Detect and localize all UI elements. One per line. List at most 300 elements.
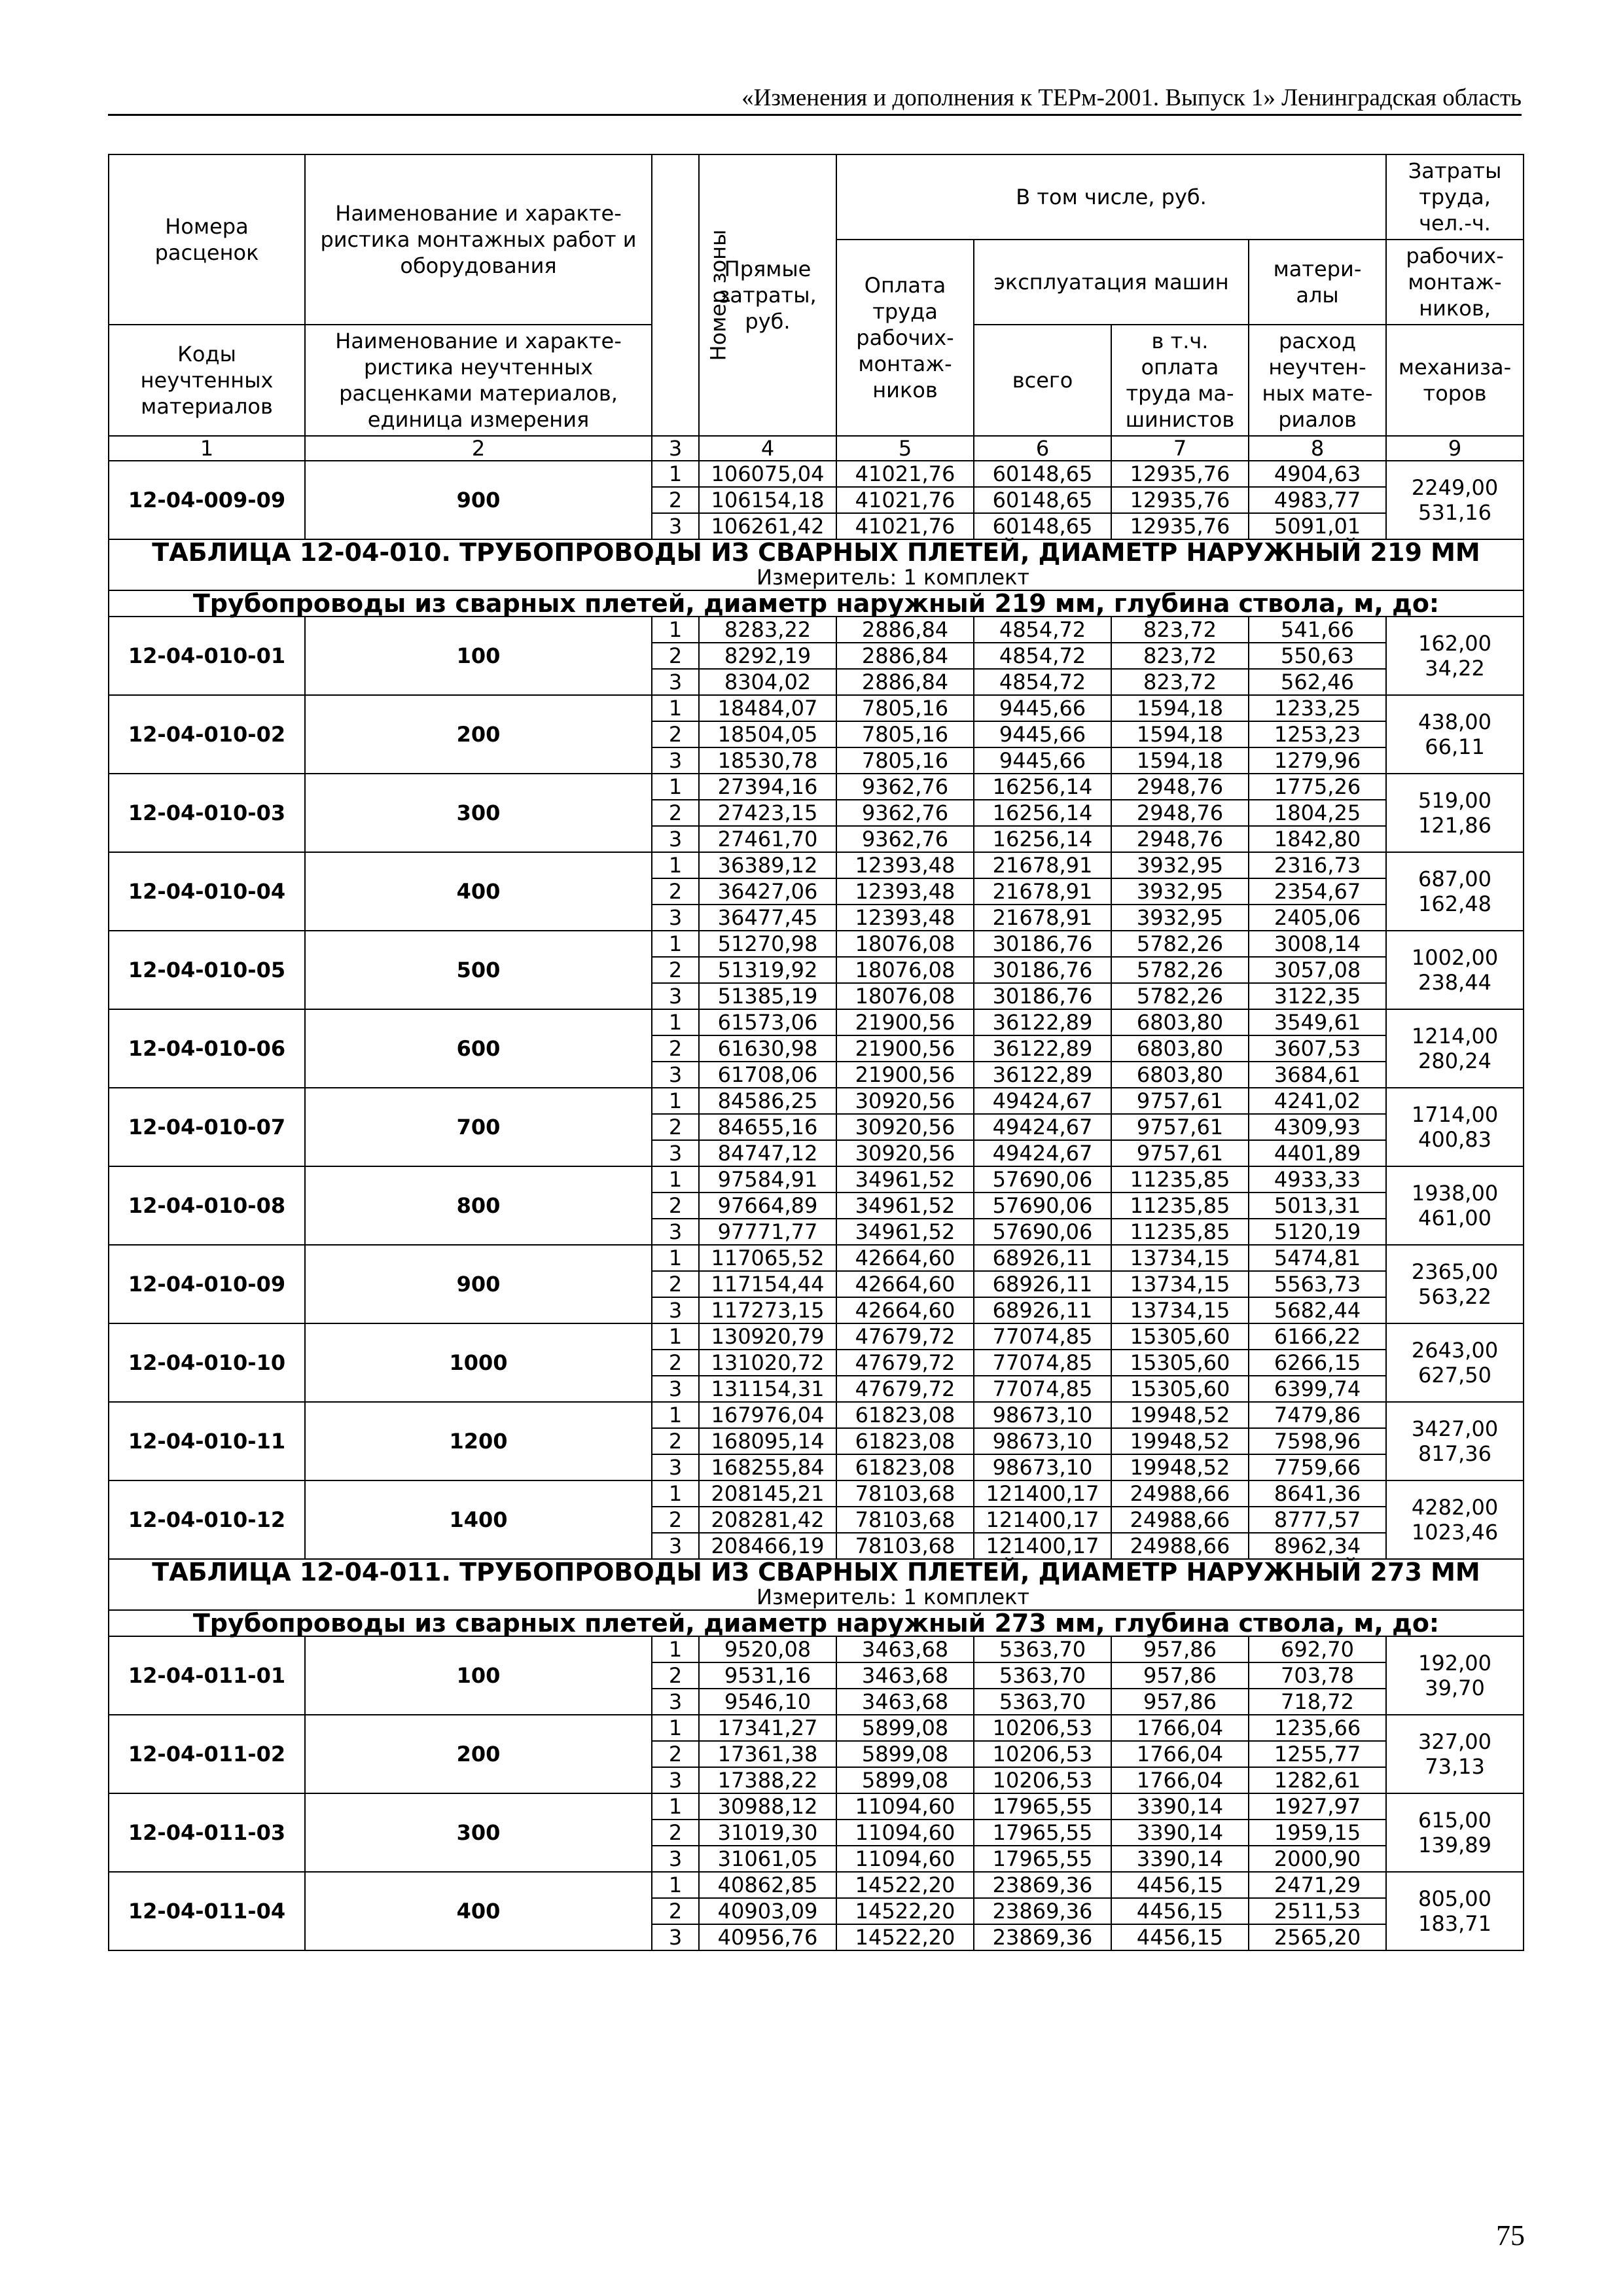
zone-number: 2 <box>652 1820 699 1846</box>
worker-pay: 9362,76 <box>836 826 974 852</box>
labor-operators: 400,83 <box>1418 1127 1492 1152</box>
column-number: 6 <box>974 436 1111 461</box>
materials-cost: 3057,08 <box>1249 957 1386 983</box>
operator-pay: 3390,14 <box>1111 1793 1249 1820</box>
section-title: Трубопроводы из сварных плетей, диаметр наружный 219 мм, глубина ствола, м, до: <box>109 590 1524 617</box>
operator-pay: 4456,15 <box>1111 1872 1249 1898</box>
worker-pay: 2886,84 <box>836 617 974 643</box>
rate-code: 12-04-011-03 <box>109 1793 305 1872</box>
worker-pay: 18076,08 <box>836 957 974 983</box>
materials-cost: 3122,35 <box>1249 983 1386 1009</box>
table-row <box>109 695 1524 721</box>
machine-total: 5363,70 <box>974 1662 1111 1689</box>
rate-code: 12-04-010-10 <box>109 1323 305 1402</box>
labor-operators: 121,86 <box>1418 813 1492 838</box>
labor-costs <box>1386 1872 1524 1950</box>
table-row <box>109 1872 1524 1898</box>
direct-costs: 17361,38 <box>699 1741 836 1767</box>
zone-number: 1 <box>652 1715 699 1741</box>
operator-pay: 1766,04 <box>1111 1767 1249 1793</box>
rate-name: 400 <box>305 1872 652 1950</box>
operator-pay: 24988,66 <box>1111 1480 1249 1507</box>
worker-pay: 5899,08 <box>836 1715 974 1741</box>
table-row <box>109 1323 1524 1350</box>
worker-pay: 12393,48 <box>836 905 974 931</box>
machine-total: 9445,66 <box>974 721 1111 747</box>
zone-number: 2 <box>652 1898 699 1924</box>
zone-number: 1 <box>652 1323 699 1350</box>
machine-total: 49424,67 <box>974 1140 1111 1166</box>
operator-pay: 3932,95 <box>1111 905 1249 931</box>
operator-pay: 11235,85 <box>1111 1193 1249 1219</box>
worker-pay: 41021,76 <box>836 487 974 513</box>
direct-costs: 168255,84 <box>699 1454 836 1480</box>
labor-operators: 66,11 <box>1425 734 1485 759</box>
direct-costs: 61708,06 <box>699 1062 836 1088</box>
materials-cost: 7479,86 <box>1249 1402 1386 1428</box>
labor-workers: 805,00 <box>1418 1886 1492 1911</box>
section-row <box>109 1610 1524 1636</box>
direct-costs: 97771,77 <box>699 1219 836 1245</box>
labor-operators: 34,22 <box>1425 656 1485 681</box>
operator-pay: 13734,15 <box>1111 1297 1249 1323</box>
operator-pay: 6803,80 <box>1111 1035 1249 1062</box>
labor-operators: 817,36 <box>1418 1441 1492 1466</box>
header-operators: механиза-торов <box>1386 325 1524 436</box>
materials-cost: 8641,36 <box>1249 1480 1386 1507</box>
zone-number: 2 <box>652 1271 699 1297</box>
worker-pay: 2886,84 <box>836 643 974 669</box>
labor-costs <box>1386 461 1524 539</box>
zone-number: 2 <box>652 1193 699 1219</box>
labor-workers: 438,00 <box>1418 709 1492 734</box>
labor-operators: 280,24 <box>1418 1049 1492 1073</box>
worker-pay: 9362,76 <box>836 800 974 826</box>
zone-number: 1 <box>652 1166 699 1193</box>
table-measure: Измеритель: 1 комплект <box>756 1585 1030 1609</box>
operator-pay: 2948,76 <box>1111 826 1249 852</box>
table-row <box>109 1793 1524 1820</box>
rate-code: 12-04-010-04 <box>109 852 305 931</box>
direct-costs: 106154,18 <box>699 487 836 513</box>
direct-costs: 117273,15 <box>699 1297 836 1323</box>
operator-pay: 823,72 <box>1111 643 1249 669</box>
table-row <box>109 1009 1524 1035</box>
worker-pay: 11094,60 <box>836 1793 974 1820</box>
direct-costs: 18484,07 <box>699 695 836 721</box>
materials-cost: 6399,74 <box>1249 1376 1386 1402</box>
materials-cost: 1959,15 <box>1249 1820 1386 1846</box>
worker-pay: 5899,08 <box>836 1767 974 1793</box>
materials-cost: 2405,06 <box>1249 905 1386 931</box>
operator-pay: 3932,95 <box>1111 852 1249 878</box>
labor-costs <box>1386 1793 1524 1872</box>
machine-total: 21678,91 <box>974 905 1111 931</box>
direct-costs: 9546,10 <box>699 1689 836 1715</box>
worker-pay: 21900,56 <box>836 1062 974 1088</box>
materials-cost: 4933,33 <box>1249 1166 1386 1193</box>
materials-cost: 562,46 <box>1249 669 1386 695</box>
zone-number: 3 <box>652 1219 699 1245</box>
materials-cost: 4241,02 <box>1249 1088 1386 1114</box>
direct-costs: 31061,05 <box>699 1846 836 1872</box>
column-number: 7 <box>1111 436 1249 461</box>
section-row <box>109 590 1524 617</box>
machine-total: 121400,17 <box>974 1480 1111 1507</box>
zone-number: 2 <box>652 1428 699 1454</box>
table-measure: Измеритель: 1 комплект <box>756 565 1030 590</box>
materials-cost: 1235,66 <box>1249 1715 1386 1741</box>
zone-number: 2 <box>652 721 699 747</box>
worker-pay: 11094,60 <box>836 1820 974 1846</box>
zone-number: 3 <box>652 747 699 774</box>
table-row <box>109 1088 1524 1114</box>
rate-name: 900 <box>305 461 652 539</box>
materials-cost: 5474,81 <box>1249 1245 1386 1271</box>
rate-name: 500 <box>305 931 652 1009</box>
worker-pay: 47679,72 <box>836 1323 974 1350</box>
operator-pay: 2948,76 <box>1111 800 1249 826</box>
direct-costs: 117065,52 <box>699 1245 836 1271</box>
worker-pay: 21900,56 <box>836 1035 974 1062</box>
materials-cost: 550,63 <box>1249 643 1386 669</box>
zone-number: 1 <box>652 617 699 643</box>
worker-pay: 78103,68 <box>836 1507 974 1533</box>
section-title: Трубопроводы из сварных плетей, диаметр наружный 273 мм, глубина ствола, м, до: <box>109 1610 1524 1636</box>
materials-cost: 2316,73 <box>1249 852 1386 878</box>
operator-pay: 9757,61 <box>1111 1114 1249 1140</box>
rate-code: 12-04-011-01 <box>109 1636 305 1715</box>
operator-pay: 2948,76 <box>1111 774 1249 800</box>
zone-number: 3 <box>652 905 699 931</box>
labor-costs <box>1386 1402 1524 1480</box>
labor-operators: 183,71 <box>1418 1911 1492 1936</box>
machine-total: 17965,55 <box>974 1793 1111 1820</box>
direct-costs: 97664,89 <box>699 1193 836 1219</box>
worker-pay: 34961,52 <box>836 1166 974 1193</box>
rate-code: 12-04-009-09 <box>109 461 305 539</box>
operator-pay: 3390,14 <box>1111 1820 1249 1846</box>
materials-cost: 1842,80 <box>1249 826 1386 852</box>
worker-pay: 78103,68 <box>836 1480 974 1507</box>
rate-code: 12-04-010-12 <box>109 1480 305 1559</box>
labor-workers: 2643,00 <box>1411 1338 1499 1363</box>
header-worker-pay: Оплата труда рабочих-монтаж-ников <box>836 240 974 436</box>
materials-cost: 1253,23 <box>1249 721 1386 747</box>
direct-costs: 27461,70 <box>699 826 836 852</box>
labor-costs <box>1386 774 1524 852</box>
operator-pay: 5782,26 <box>1111 931 1249 957</box>
direct-costs: 106075,04 <box>699 461 836 487</box>
direct-costs: 36477,45 <box>699 905 836 931</box>
materials-cost: 5563,73 <box>1249 1271 1386 1297</box>
header-materials: матери-алы <box>1249 240 1386 325</box>
worker-pay: 2886,84 <box>836 669 974 695</box>
labor-operators: 1023,46 <box>1411 1520 1499 1545</box>
operator-pay: 3390,14 <box>1111 1846 1249 1872</box>
worker-pay: 30920,56 <box>836 1088 974 1114</box>
materials-cost: 3008,14 <box>1249 931 1386 957</box>
machine-total: 68926,11 <box>974 1245 1111 1271</box>
zone-number: 1 <box>652 931 699 957</box>
direct-costs: 131020,72 <box>699 1350 836 1376</box>
operator-pay: 957,86 <box>1111 1636 1249 1662</box>
worker-pay: 18076,08 <box>836 931 974 957</box>
zone-number: 3 <box>652 1767 699 1793</box>
worker-pay: 61823,08 <box>836 1402 974 1428</box>
rate-name: 900 <box>305 1245 652 1323</box>
machine-total: 60148,65 <box>974 461 1111 487</box>
materials-cost: 718,72 <box>1249 1689 1386 1715</box>
materials-cost: 1233,25 <box>1249 695 1386 721</box>
labor-costs <box>1386 1480 1524 1559</box>
zone-number: 2 <box>652 1114 699 1140</box>
worker-pay: 41021,76 <box>836 513 974 539</box>
column-number: 9 <box>1386 436 1524 461</box>
direct-costs: 208145,21 <box>699 1480 836 1507</box>
rate-name: 1200 <box>305 1402 652 1480</box>
machine-total: 49424,67 <box>974 1088 1111 1114</box>
direct-costs: 18504,05 <box>699 721 836 747</box>
column-numbers-row <box>109 436 1524 461</box>
materials-cost: 2000,90 <box>1249 1846 1386 1872</box>
materials-cost: 541,66 <box>1249 617 1386 643</box>
zone-number: 1 <box>652 1245 699 1271</box>
materials-cost: 7759,66 <box>1249 1454 1386 1480</box>
direct-costs: 36389,12 <box>699 852 836 878</box>
worker-pay: 34961,52 <box>836 1219 974 1245</box>
machine-total: 36122,89 <box>974 1062 1111 1088</box>
machine-total: 10206,53 <box>974 1715 1111 1741</box>
zone-number: 2 <box>652 957 699 983</box>
table-row <box>109 931 1524 957</box>
labor-operators: 531,16 <box>1418 500 1492 525</box>
operator-pay: 1766,04 <box>1111 1741 1249 1767</box>
worker-pay: 41021,76 <box>836 461 974 487</box>
materials-cost: 4309,93 <box>1249 1114 1386 1140</box>
zone-number: 2 <box>652 643 699 669</box>
direct-costs: 167976,04 <box>699 1402 836 1428</box>
labor-workers: 1714,00 <box>1411 1102 1499 1127</box>
labor-workers: 687,00 <box>1418 867 1492 891</box>
zone-number: 2 <box>652 800 699 826</box>
zone-number: 3 <box>652 1454 699 1480</box>
machine-total: 5363,70 <box>974 1689 1111 1715</box>
page-header: «Изменения и дополнения к ТЕРм-2001. Выпуск 1» Ленинградская область <box>741 84 1522 111</box>
header-including: В том числе, руб. <box>836 154 1386 240</box>
rate-name: 600 <box>305 1009 652 1088</box>
operator-pay: 4456,15 <box>1111 1898 1249 1924</box>
operator-pay: 5782,26 <box>1111 983 1249 1009</box>
materials-cost: 3549,61 <box>1249 1009 1386 1035</box>
direct-costs: 168095,14 <box>699 1428 836 1454</box>
operator-pay: 12935,76 <box>1111 461 1249 487</box>
column-number: 3 <box>652 436 699 461</box>
column-number: 2 <box>305 436 652 461</box>
worker-pay: 47679,72 <box>836 1350 974 1376</box>
worker-pay: 30920,56 <box>836 1114 974 1140</box>
direct-costs: 8304,02 <box>699 669 836 695</box>
worker-pay: 14522,20 <box>836 1924 974 1950</box>
worker-pay: 12393,48 <box>836 852 974 878</box>
labor-workers: 1938,00 <box>1411 1181 1499 1206</box>
direct-costs: 84655,16 <box>699 1114 836 1140</box>
page-number: 75 <box>1496 2219 1525 2251</box>
machine-total: 98673,10 <box>974 1454 1111 1480</box>
rates-table <box>108 154 1524 1951</box>
operator-pay: 1766,04 <box>1111 1715 1249 1741</box>
zone-number: 2 <box>652 878 699 905</box>
labor-costs <box>1386 1715 1524 1793</box>
machine-total: 98673,10 <box>974 1428 1111 1454</box>
worker-pay: 78103,68 <box>836 1533 974 1559</box>
worker-pay: 14522,20 <box>836 1898 974 1924</box>
table-row <box>109 461 1524 487</box>
direct-costs: 8292,19 <box>699 643 836 669</box>
materials-cost: 2565,20 <box>1249 1924 1386 1950</box>
column-number: 8 <box>1249 436 1386 461</box>
labor-operators: 73,13 <box>1425 1754 1485 1779</box>
machine-total: 10206,53 <box>974 1741 1111 1767</box>
rate-code: 12-04-010-03 <box>109 774 305 852</box>
machine-total: 77074,85 <box>974 1350 1111 1376</box>
operator-pay: 13734,15 <box>1111 1271 1249 1297</box>
direct-costs: 131154,31 <box>699 1376 836 1402</box>
operator-pay: 957,86 <box>1111 1662 1249 1689</box>
worker-pay: 21900,56 <box>836 1009 974 1035</box>
operator-pay: 9757,61 <box>1111 1140 1249 1166</box>
labor-costs <box>1386 1636 1524 1715</box>
labor-costs <box>1386 852 1524 931</box>
materials-cost: 1279,96 <box>1249 747 1386 774</box>
direct-costs: 97584,91 <box>699 1166 836 1193</box>
column-number: 4 <box>699 436 836 461</box>
operator-pay: 13734,15 <box>1111 1245 1249 1271</box>
operator-pay: 15305,60 <box>1111 1376 1249 1402</box>
materials-cost: 1804,25 <box>1249 800 1386 826</box>
worker-pay: 47679,72 <box>836 1376 974 1402</box>
rate-code: 12-04-010-01 <box>109 617 305 695</box>
direct-costs: 31019,30 <box>699 1820 836 1846</box>
header-unaccounted-name: Наименование и характе-ристика неучтенных расценками материалов, единица измерения <box>305 325 652 436</box>
machine-total: 21678,91 <box>974 878 1111 905</box>
direct-costs: 27394,16 <box>699 774 836 800</box>
labor-workers: 3427,00 <box>1411 1416 1499 1441</box>
machine-total: 98673,10 <box>974 1402 1111 1428</box>
table-row <box>109 852 1524 878</box>
direct-costs: 106261,42 <box>699 513 836 539</box>
operator-pay: 11235,85 <box>1111 1166 1249 1193</box>
zone-number: 3 <box>652 1533 699 1559</box>
header-row-1 <box>109 154 1524 240</box>
header-total: всего <box>974 325 1111 436</box>
zone-number: 1 <box>652 1402 699 1428</box>
rate-name: 1400 <box>305 1480 652 1559</box>
materials-cost: 1255,77 <box>1249 1741 1386 1767</box>
rate-code: 12-04-010-11 <box>109 1402 305 1480</box>
header-rate-numbers: Номера расценок <box>109 154 305 325</box>
zone-number: 3 <box>652 1140 699 1166</box>
materials-cost: 4983,77 <box>1249 487 1386 513</box>
direct-costs: 17341,27 <box>699 1715 836 1741</box>
worker-pay: 14522,20 <box>836 1872 974 1898</box>
zone-number: 3 <box>652 1924 699 1950</box>
direct-costs: 8283,22 <box>699 617 836 643</box>
zone-number: 3 <box>652 983 699 1009</box>
worker-pay: 61823,08 <box>836 1454 974 1480</box>
machine-total: 9445,66 <box>974 747 1111 774</box>
worker-pay: 7805,16 <box>836 721 974 747</box>
operator-pay: 12935,76 <box>1111 487 1249 513</box>
zone-number: 3 <box>652 826 699 852</box>
machine-total: 10206,53 <box>974 1767 1111 1793</box>
operator-pay: 823,72 <box>1111 617 1249 643</box>
header-direct-costs: Прямые затраты, руб. <box>699 154 836 436</box>
materials-cost: 3607,53 <box>1249 1035 1386 1062</box>
zone-number: 1 <box>652 1793 699 1820</box>
machine-total: 16256,14 <box>974 826 1111 852</box>
operator-pay: 12935,76 <box>1111 513 1249 539</box>
labor-costs <box>1386 1088 1524 1166</box>
operator-pay: 11235,85 <box>1111 1219 1249 1245</box>
materials-cost: 8777,57 <box>1249 1507 1386 1533</box>
direct-costs: 51270,98 <box>699 931 836 957</box>
zone-number: 2 <box>652 1662 699 1689</box>
machine-total: 57690,06 <box>974 1193 1111 1219</box>
worker-pay: 7805,16 <box>836 747 974 774</box>
labor-costs <box>1386 617 1524 695</box>
direct-costs: 117154,44 <box>699 1271 836 1297</box>
operator-pay: 6803,80 <box>1111 1009 1249 1035</box>
table-row <box>109 1480 1524 1507</box>
zone-number: 2 <box>652 1350 699 1376</box>
machine-total: 5363,70 <box>974 1636 1111 1662</box>
materials-cost: 703,78 <box>1249 1662 1386 1689</box>
table-title-row <box>109 539 1524 590</box>
header-labor-costs: Затраты труда, чел.-ч. <box>1386 154 1524 240</box>
operator-pay: 6803,80 <box>1111 1062 1249 1088</box>
direct-costs: 40903,09 <box>699 1898 836 1924</box>
rate-name: 700 <box>305 1088 652 1166</box>
labor-workers: 519,00 <box>1418 788 1492 813</box>
rate-name: 400 <box>305 852 652 931</box>
direct-costs: 61630,98 <box>699 1035 836 1062</box>
machine-total: 4854,72 <box>974 643 1111 669</box>
zone-number: 2 <box>652 1035 699 1062</box>
zone-number: 3 <box>652 513 699 539</box>
rate-name: 100 <box>305 617 652 695</box>
materials-cost: 2354,67 <box>1249 878 1386 905</box>
zone-number: 1 <box>652 1009 699 1035</box>
table-title-row <box>109 1559 1524 1610</box>
zone-number: 3 <box>652 1297 699 1323</box>
worker-pay: 42664,60 <box>836 1297 974 1323</box>
table-row <box>109 774 1524 800</box>
worker-pay: 3463,68 <box>836 1662 974 1689</box>
rate-code: 12-04-010-06 <box>109 1009 305 1088</box>
materials-cost: 5682,44 <box>1249 1297 1386 1323</box>
rate-name: 300 <box>305 774 652 852</box>
worker-pay: 3463,68 <box>836 1636 974 1662</box>
table-row <box>109 1245 1524 1271</box>
materials-cost: 4401,89 <box>1249 1140 1386 1166</box>
machine-total: 36122,89 <box>974 1009 1111 1035</box>
materials-cost: 3684,61 <box>1249 1062 1386 1088</box>
labor-operators: 563,22 <box>1418 1284 1492 1309</box>
direct-costs: 9520,08 <box>699 1636 836 1662</box>
machine-total: 68926,11 <box>974 1271 1111 1297</box>
operator-pay: 9757,61 <box>1111 1088 1249 1114</box>
